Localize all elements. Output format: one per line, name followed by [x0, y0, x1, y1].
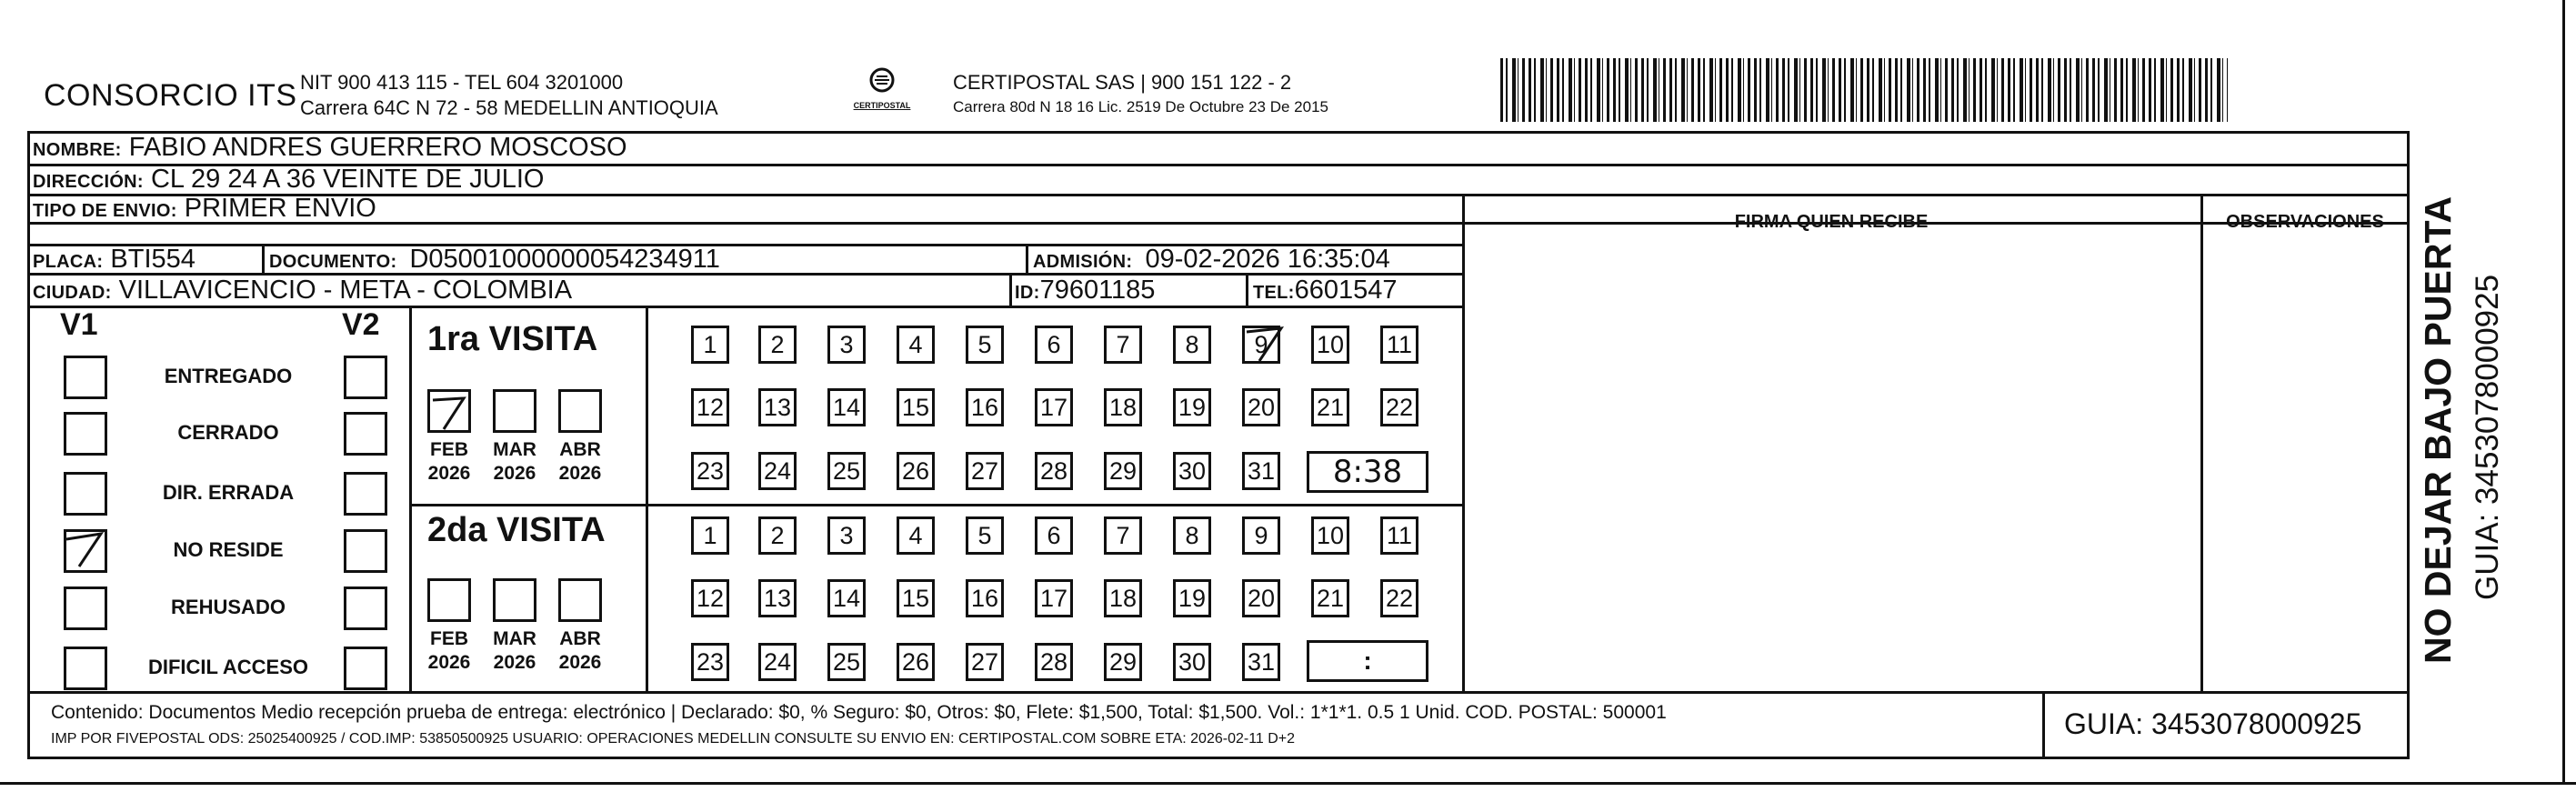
v2-checkbox[interactable] — [344, 647, 387, 690]
month-checkbox[interactable] — [427, 578, 471, 622]
v2-checkbox[interactable] — [344, 472, 387, 516]
day-box[interactable]: 14 — [827, 579, 866, 617]
day-box[interactable]: 30 — [1173, 452, 1211, 490]
day-box[interactable]: 20 — [1242, 388, 1280, 426]
certipostal-logo — [837, 65, 927, 120]
v1-checkbox[interactable] — [64, 586, 107, 630]
day-box[interactable]: 24 — [758, 452, 797, 490]
day-box[interactable]: 20 — [1242, 579, 1280, 617]
placa-row — [33, 244, 195, 277]
v1-checkbox[interactable] — [64, 647, 107, 690]
day-box[interactable]: 22 — [1380, 579, 1418, 617]
logo-icon — [864, 65, 900, 96]
day-box[interactable]: 25 — [827, 643, 866, 681]
id-value: 79601185 — [1039, 276, 1156, 305]
v1-label: V1 — [60, 307, 98, 342]
ciudad-row — [33, 275, 572, 308]
day-box[interactable]: 15 — [897, 388, 935, 426]
tel-label: TEL: — [1253, 283, 1295, 303]
observaciones-header: OBSERVACIONES — [2226, 212, 2384, 232]
day-box[interactable]: 8 — [1173, 326, 1211, 364]
check-mark-icon — [1239, 323, 1285, 363]
day-box[interactable]: 10 — [1311, 516, 1349, 555]
day-box[interactable]: 24 — [758, 643, 797, 681]
day-box[interactable]: 21 — [1311, 579, 1349, 617]
footer-guia: GUIA: 3453078000925 — [2064, 707, 2362, 740]
company-name: CONSORCIO ITS — [44, 78, 297, 113]
month-label: ABR 2026 — [558, 628, 602, 673]
day-box[interactable]: 16 — [966, 388, 1004, 426]
ciudad-value: VILLAVICENCIO - META - COLOMBIA — [118, 276, 573, 305]
status-label: DIR. ERRADA — [162, 481, 295, 504]
day-box[interactable]: 17 — [1035, 388, 1073, 426]
first-visit-time[interactable]: 8:38 — [1307, 451, 1428, 493]
first-visit-title: 1ra VISITA — [427, 320, 598, 358]
day-box[interactable]: 14 — [827, 388, 866, 426]
ciudad-label: CIUDAD: — [33, 283, 112, 303]
tel-row — [1253, 275, 1398, 308]
firma-header: FIRMA QUIEN RECIBE — [1734, 212, 1929, 232]
address-line: Carrera 64C N 72 - 58 MEDELLIN ANTIOQUIA — [300, 96, 718, 119]
day-box[interactable]: 16 — [966, 579, 1004, 617]
day-box[interactable]: 25 — [827, 452, 866, 490]
month-label: ABR 2026 — [558, 439, 602, 484]
v2-checkbox[interactable] — [344, 412, 387, 456]
day-box[interactable]: 1 — [691, 326, 729, 364]
day-box[interactable]: 1 — [691, 516, 729, 555]
month-checkbox[interactable] — [493, 578, 536, 622]
day-box[interactable]: 28 — [1035, 452, 1073, 490]
day-box[interactable]: 9 — [1242, 516, 1280, 555]
day-box[interactable]: 5 — [966, 326, 1004, 364]
day-box[interactable]: 26 — [897, 643, 935, 681]
day-box[interactable]: 6 — [1035, 326, 1073, 364]
documento-row — [269, 244, 720, 277]
day-box[interactable]: 19 — [1173, 579, 1211, 617]
day-box[interactable]: 17 — [1035, 579, 1073, 617]
v2-checkbox[interactable] — [344, 586, 387, 630]
v2-checkbox[interactable] — [344, 529, 387, 573]
documento-label: DOCUMENTO: — [269, 252, 397, 272]
day-box[interactable]: 13 — [758, 388, 797, 426]
v1-checkbox[interactable] — [64, 412, 107, 456]
day-box[interactable]: 8 — [1173, 516, 1211, 555]
day-box[interactable]: 12 — [691, 388, 729, 426]
placa-value: BTI554 — [110, 245, 195, 274]
certipostal-address: Carrera 80d N 18 16 Lic. 2519 De Octubre 23 De 2015 — [953, 98, 1328, 115]
day-box[interactable]: 10 — [1311, 326, 1349, 364]
day-box[interactable]: 30 — [1173, 643, 1211, 681]
month-checkbox[interactable] — [427, 389, 471, 433]
month-label: MAR 2026 — [493, 439, 536, 484]
day-box[interactable]: 29 — [1104, 452, 1142, 490]
logo-text: CERTIPOSTAL — [853, 101, 911, 110]
v1-checkbox[interactable] — [64, 356, 107, 399]
check-mark-icon — [427, 389, 471, 433]
barcode — [1500, 58, 2228, 122]
nombre-label: NOMBRE: — [33, 140, 122, 160]
day-box[interactable]: 22 — [1380, 388, 1418, 426]
documento-value: D05001000000054234911 — [409, 245, 720, 274]
day-box[interactable]: 29 — [1104, 643, 1142, 681]
admision-label: ADMISIÓN: — [1033, 252, 1133, 272]
status-label: ENTREGADO — [164, 365, 293, 387]
footer-imp: IMP POR FIVEPOSTAL ODS: 25025400925 / COD.IMP: 53850500925 USUARIO: OPERACIONES MEDELLIN CONSULTE SU ENVIO EN: CERTIPOSTAL.COM SOBRE ETA: 2026-02-11 D+2 — [51, 731, 1296, 747]
check-mark-icon — [61, 526, 105, 570]
nombre-value: FABIO ANDRES GUERRERO MOSCOSO — [128, 133, 627, 162]
day-box[interactable]: 7 — [1104, 326, 1142, 364]
v2-label: V2 — [342, 307, 380, 342]
side-guia: GUIA: 3453078000925 — [2470, 274, 2505, 600]
certipostal-line: CERTIPOSTAL SAS | 900 151 122 - 2 — [953, 71, 1292, 94]
v1-checkbox[interactable] — [64, 472, 107, 516]
tipo-row — [33, 193, 376, 226]
tipo-label: TIPO DE ENVIO: — [33, 201, 177, 221]
day-box[interactable]: 18 — [1104, 579, 1142, 617]
day-box[interactable]: 5 — [966, 516, 1004, 555]
day-box[interactable]: 4 — [897, 516, 935, 555]
day-box[interactable]: 27 — [966, 643, 1004, 681]
day-box[interactable]: 9 — [1242, 326, 1280, 364]
id-row — [1015, 275, 1155, 308]
day-box[interactable]: 12 — [691, 579, 729, 617]
day-box[interactable]: 19 — [1173, 388, 1211, 426]
side-warning: NO DEJAR BAJO PUERTA — [2417, 195, 2459, 664]
day-box[interactable]: 28 — [1035, 643, 1073, 681]
footer-contenido: Contenido: Documentos Medio recepción prueba de entrega: electrónico | Declarado: $0, % Seguro: $0, Otros: $0, Flete: $1,500, Total: $1,500. Vol.: 1*1*1. 0.5 1 Unid. COD. POSTAL: 500001 — [51, 702, 1667, 723]
v2-checkbox[interactable] — [344, 356, 387, 399]
day-box[interactable]: 26 — [897, 452, 935, 490]
day-box[interactable]: 3 — [827, 516, 866, 555]
month-label: FEB 2026 — [427, 439, 471, 484]
day-box[interactable]: 15 — [897, 579, 935, 617]
day-box[interactable]: 3 — [827, 326, 866, 364]
admision-row — [1033, 244, 1390, 277]
tipo-value: PRIMER ENVIO — [184, 194, 376, 223]
day-box[interactable]: 11 — [1380, 326, 1418, 364]
placa-label: PLACA: — [33, 252, 104, 272]
day-box[interactable]: 23 — [691, 643, 729, 681]
day-box[interactable]: 2 — [758, 516, 797, 555]
day-box[interactable]: 7 — [1104, 516, 1142, 555]
nombre-row — [33, 132, 627, 165]
tel-value: 6601547 — [1294, 276, 1398, 305]
day-box[interactable]: 21 — [1311, 388, 1349, 426]
direccion-value: CL 29 24 A 36 VEINTE DE JULIO — [150, 165, 545, 194]
month-checkbox[interactable] — [558, 578, 602, 622]
day-box[interactable]: 31 — [1242, 643, 1280, 681]
status-label: NO RESIDE — [173, 538, 284, 561]
status-label: DIFICIL ACCESO — [147, 656, 308, 678]
direccion-label: DIRECCIÓN: — [33, 172, 144, 192]
id-label: ID: — [1015, 283, 1040, 303]
day-box[interactable]: 31 — [1242, 452, 1280, 490]
nit-line: NIT 900 413 115 - TEL 604 3201000 — [300, 71, 624, 94]
day-box[interactable]: 18 — [1104, 388, 1142, 426]
v1-checkbox[interactable] — [64, 529, 107, 573]
status-label: REHUSADO — [171, 596, 286, 618]
status-label: CERRADO — [177, 421, 279, 444]
month-label: MAR 2026 — [493, 628, 536, 673]
day-box[interactable]: 2 — [758, 326, 797, 364]
month-checkbox[interactable] — [558, 389, 602, 433]
day-box[interactable]: 23 — [691, 452, 729, 490]
second-visit-title: 2da VISITA — [427, 511, 606, 549]
day-box[interactable]: 27 — [966, 452, 1004, 490]
day-box[interactable]: 6 — [1035, 516, 1073, 555]
second-visit-time[interactable]: : — [1307, 640, 1428, 682]
month-checkbox[interactable] — [493, 389, 536, 433]
month-label: FEB 2026 — [427, 628, 471, 673]
day-box[interactable]: 13 — [758, 579, 797, 617]
admision-value: 09-02-2026 16:35:04 — [1145, 245, 1390, 274]
day-box[interactable]: 4 — [897, 326, 935, 364]
day-box[interactable]: 11 — [1380, 516, 1418, 555]
